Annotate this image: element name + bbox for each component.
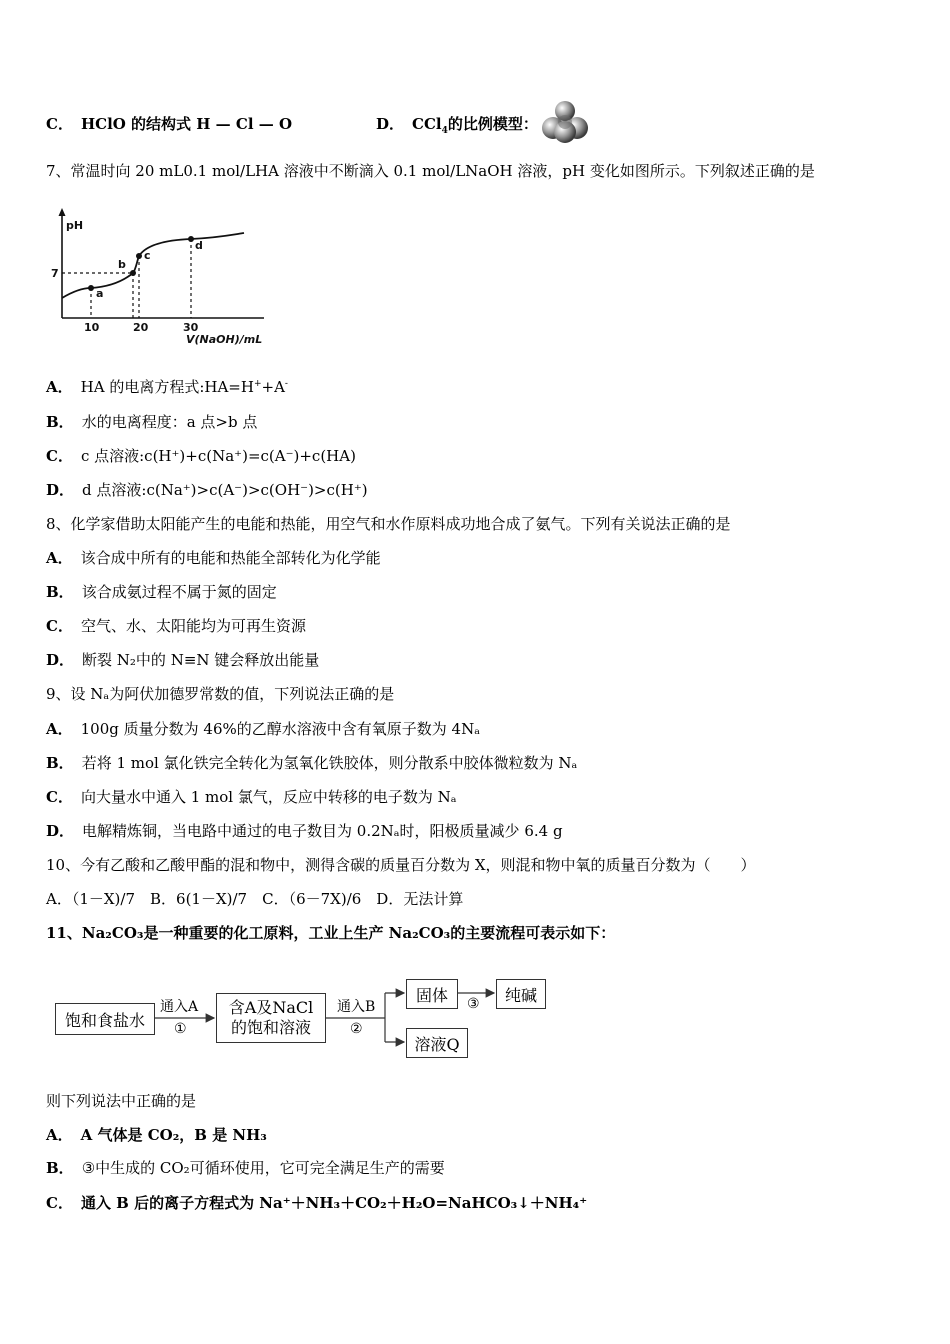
point-a-label: a: [96, 287, 104, 300]
q6-option-c: [46, 114, 292, 134]
flow-arrows: [0, 960, 600, 1070]
option-text: 水的电离程度：a 点>b 点: [81, 413, 258, 431]
x-tick-20: 20: [133, 321, 149, 334]
option-text: HA 的电离方程式:HA=H++A-: [80, 378, 288, 396]
point-d-label: d: [195, 239, 203, 252]
q8-option-c: C． 空气、水、太阳能均为可再生资源: [46, 617, 306, 635]
q8-option-d: D． 断裂 N₂中的 N≡N 键会释放出能量: [46, 651, 320, 669]
point-c: [136, 253, 142, 259]
option-text: 100g 质量分数为 46%的乙醇水溶液中含有氧原子数为 4Nₐ: [80, 720, 480, 738]
option-text: 断裂 N₂中的 N≡N 键会释放出能量: [82, 651, 320, 669]
option-text: A 气体是 CO₂，B 是 NH₃: [80, 1126, 267, 1144]
flow-label-step1: ①: [174, 1021, 187, 1037]
point-d: [188, 236, 194, 242]
option-text: 该合成氨过程不属于氮的固定: [81, 583, 277, 601]
q11-option-c: C． 通入 B 后的离子方程式为 Na⁺＋NH₃＋CO₂＋H₂O=NaHCO₃↓＋NH₄⁺: [46, 1194, 588, 1212]
q7-option-c: C． c 点溶液:c(H⁺)+c(Na⁺)=c(A⁻)+c(HA): [46, 447, 356, 465]
q9-option-d: D． 电解精炼铜，当电路中通过的电子数目为 0.2Nₐ时，阳极质量减少 6.4 g: [46, 822, 563, 840]
option-text: 若将 1 mol 氯化铁完全转化为氢氧化铁胶体，则分散系中胶体微粒数为 Nₐ: [81, 754, 578, 772]
point-b: [130, 270, 136, 276]
flow-label-pass-b: 通入B: [337, 999, 376, 1015]
point-b-label: b: [118, 258, 126, 271]
ccl4-model-image: [540, 100, 590, 144]
option-text: 电解精炼铜，当电路中通过的电子数目为 0.2Nₐ时，阳极质量减少 6.4 g: [82, 822, 563, 840]
q7-stem: 7、常温时向 20 mL0.1 mol/LHA 溶液中不断滴入 0.1 mol/LNaOH 溶液，pH 变化如图所示。下列叙述正确的是: [46, 162, 815, 180]
q9-stem: 9、设 Nₐ为阿伏加德罗常数的值，下列说法正确的是: [46, 685, 395, 703]
flow-box-solution-q: 溶液Q: [406, 1028, 468, 1058]
q9-option-a: A． 100g 质量分数为 46%的乙醇水溶液中含有氧原子数为 4Nₐ: [46, 720, 480, 738]
x-tick-30: 30: [183, 321, 199, 334]
q9-option-b: B． 若将 1 mol 氯化铁完全转化为氢氧化铁胶体，则分散系中胶体微粒数为 Nₐ: [46, 754, 578, 772]
q6-option-d: [376, 114, 538, 134]
point-c-label: c: [144, 249, 151, 262]
q7-option-d: D． d 点溶液:c(Na⁺)>c(A⁻)>c(OH⁻)>c(H⁺): [46, 481, 368, 499]
q8-stem: 8、化学家借助太阳能产生的电能和热能，用空气和水作原料成功地合成了氨气。下列有关说法正确的是: [46, 515, 731, 533]
flow-label-step2: ②: [350, 1021, 363, 1037]
q11-option-a: A． A 气体是 CO₂，B 是 NH₃: [46, 1126, 267, 1144]
option-text: d 点溶液:c(Na⁺)>c(A⁻)>c(OH⁻)>c(H⁺): [82, 481, 368, 499]
flow-label-pass-a: 通入A: [160, 999, 199, 1015]
q9-option-c: C． 向大量水中通入 1 mol 氯气，反应中转移的电子数为 Nₐ: [46, 788, 457, 806]
ph-titration-chart: [46, 205, 276, 350]
q10-options: A．（1－X)/7 B．6(1－X)/7 C．（6－7X)/6 D．无法计算: [46, 890, 464, 908]
point-a: [88, 285, 94, 291]
option-label: C．: [46, 115, 73, 133]
flow-box-saturated-solution: 含A及NaCl 的饱和溶液: [216, 993, 326, 1043]
q10-stem: 10、今有乙酸和乙酸甲酯的混和物中，测得含碳的质量百分数为 X，则混和物中氧的质量百分数为（ ）: [46, 856, 756, 874]
option-label: D．: [376, 115, 405, 133]
option-text: 通入 B 后的离子方程式为 Na⁺＋NH₃＋CO₂＋H₂O=NaHCO₃↓＋NH₄⁺: [80, 1194, 588, 1212]
option-text: 空气、水、太阳能均为可再生资源: [80, 617, 306, 635]
flow-box-soda-ash: 纯碱: [496, 979, 546, 1009]
x-axis-label: V(NaOH)/mL: [186, 333, 263, 346]
q7-option-b: B． 水的电离程度：a 点>b 点: [46, 413, 258, 431]
option-text: 该合成中所有的电能和热能全部转化为化学能: [80, 549, 381, 567]
y-axis-arrow: [59, 208, 66, 216]
q11-lead: 则下列说法中正确的是: [46, 1092, 197, 1110]
q11-option-b: B． ③中生成的 CO₂可循环使用，它可完全满足生产的需要: [46, 1159, 445, 1177]
q8-option-b: B． 该合成氨过程不属于氮的固定: [46, 583, 277, 601]
flow-box-solid: 固体: [406, 979, 458, 1009]
x-tick-10: 10: [84, 321, 100, 334]
option-text: ③中生成的 CO₂可循环使用，它可完全满足生产的需要: [81, 1159, 445, 1177]
q7-option-a: A． HA 的电离方程式:HA=H++A-: [46, 378, 288, 396]
flow-label-step3: ③: [467, 996, 480, 1012]
flow-box-brine: 饱和食盐水: [55, 1003, 155, 1035]
option-text: 向大量水中通入 1 mol 氯气，反应中转移的电子数为 Nₐ: [80, 788, 457, 806]
y-axis-label: pH: [66, 219, 84, 232]
q8-option-a: A． 该合成中所有的电能和热能全部转化为化学能: [46, 549, 381, 567]
y-tick-7: 7: [51, 267, 59, 280]
option-text: CCl$_4$的比例模型：: [412, 115, 538, 136]
option-text: c 点溶液:c(H⁺)+c(Na⁺)=c(A⁻)+c(HA): [80, 447, 356, 465]
q11-stem: 11、Na₂CO₃是一种重要的化工原料，工业上生产 Na₂CO₃的主要流程可表示如下：: [46, 924, 616, 942]
option-text: HClO 的结构式 H — Cl — O: [80, 115, 293, 133]
